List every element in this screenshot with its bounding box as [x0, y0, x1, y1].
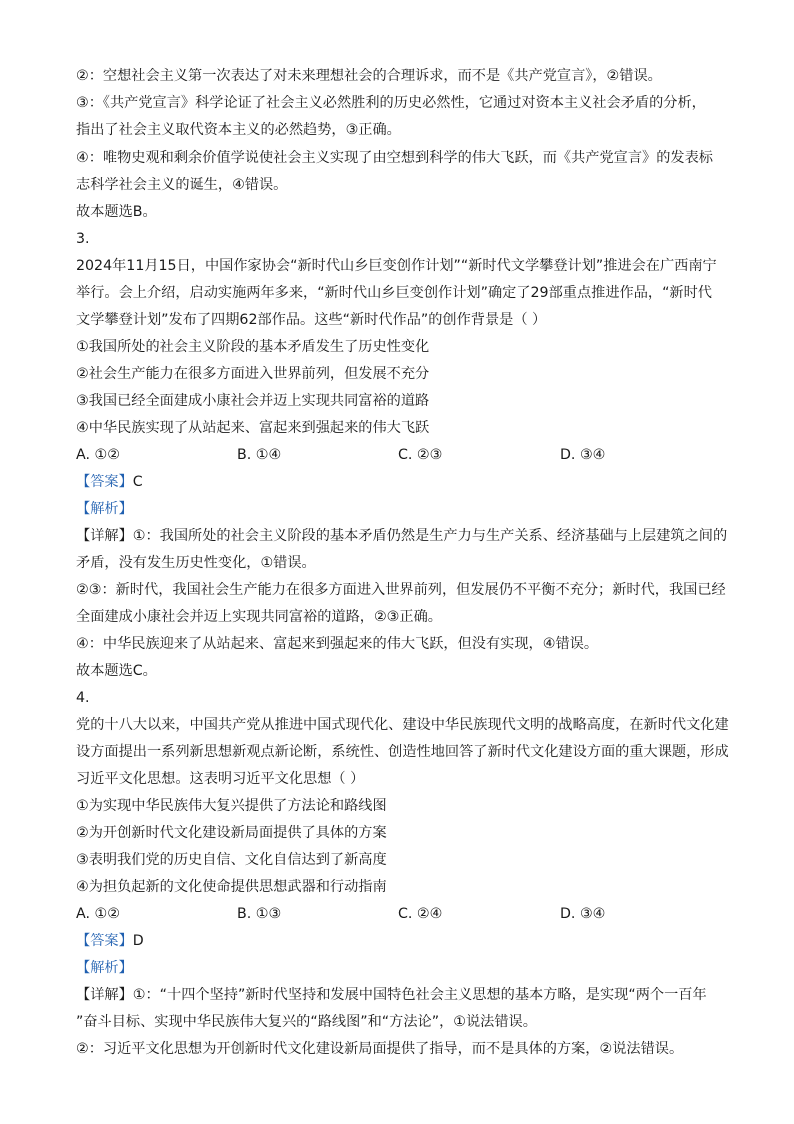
q3-option-d: D. ③④	[560, 447, 606, 463]
q3-option-a: A. ①②	[76, 447, 120, 463]
q3-stem-line-2: 举行。会上介绍，启动实施两年多来，“新时代山乡巨变创作计划”确定了29部重点推进作品，“新时代	[76, 285, 712, 301]
q3-detail-line-2: 矛盾，没有发生历史性变化，①错误。	[76, 555, 316, 571]
q3-option-b: B. ①④	[237, 447, 282, 463]
q4-analysis-label: 【解析】	[76, 960, 133, 976]
q2-analysis-line-4: ④：唯物史观和剩余价值学说使社会主义实现了由空想到科学的伟大飞跃，而《共产党宣言》的发表标	[76, 150, 713, 166]
q4-option-d: D. ③④	[560, 906, 606, 922]
q3-detail-line-3: ②③：新时代，我国社会生产能力在很多方面进入世界前列，但发展仍不平衡不充分；新时代，我国已经	[76, 582, 726, 598]
q2-analysis-line-2: ②：空想社会主义第一次表达了对未来理想社会的合理诉求，而不是《共产党宣言》，②错误。	[76, 68, 662, 84]
q4-statement-3: ③表明我们党的历史自信、文化自信达到了新高度	[76, 852, 387, 868]
q3-statement-1: ①我国所处的社会主义阶段的基本矛盾发生了历史性变化	[76, 339, 430, 355]
q3-answer-label: 【答案】	[76, 474, 133, 490]
q3-detail-line-4: 全面建成小康社会并迈上实现共同富裕的道路，②③正确。	[76, 609, 442, 625]
q4-statement-2: ②为开创新时代文化建设新局面提供了具体的方案	[76, 825, 387, 841]
q3-analysis-label: 【解析】	[76, 501, 133, 517]
q4-option-a: A. ①②	[76, 906, 120, 922]
q3-number: 3.	[76, 231, 90, 247]
q4-number: 4.	[76, 690, 90, 706]
q3-option-c: C. ②③	[398, 447, 443, 463]
q3-answer-value: C	[132, 474, 143, 490]
q4-stem-line-3: 习近平文化思想。这表明习近平文化思想（ ）	[76, 771, 365, 787]
q4-detail-line-2: ”奋斗目标、实现中华民族伟大复兴的“路线图”和“方法论”，①说法错误。	[76, 1014, 537, 1030]
q3-stem-line-3: 文学攀登计划”发布了四期62部作品。这些“新时代作品”的创作背景是（ ）	[76, 312, 547, 328]
q4-detail-line-1: 【详解】①：“十四个坚持”新时代坚持和发展中国特色社会主义思想的基本方略，是实现“两个一百年	[76, 987, 707, 1003]
q3-statement-2: ②社会生产能力在很多方面进入世界前列，但发展不充分	[76, 366, 430, 382]
q4-option-b: B. ①③	[237, 906, 282, 922]
q3-answer-row	[76, 472, 143, 492]
q2-analysis-line-3: ③：《共产党宣言》科学论证了社会主义必然胜利的历史必然性，它通过对资本主义社会矛盾的分析，	[76, 95, 706, 111]
q3-statement-3: ③我国已经全面建成小康社会并迈上实现共同富裕的道路	[76, 393, 430, 409]
q4-stem-line-1: 党的十八大以来，中国共产党从推进中国式现代化、建设中华民族现代文明的战略高度，在新时代文化建	[76, 717, 729, 733]
q4-option-c: C. ②④	[398, 906, 443, 922]
q2-conclusion: 故本题选B。	[76, 204, 157, 220]
q3-stem-line-1: 2024年11月15日，中国作家协会“新时代山乡巨变创作计划”“新时代文学攀登计划”推进会在广西南宁	[76, 258, 717, 274]
q3-detail-line-1: 【详解】①：我国所处的社会主义阶段的基本矛盾仍然是生产力与生产关系、经济基础与上层建筑之间的	[76, 528, 728, 544]
q3-conclusion: 故本题选C。	[76, 663, 157, 679]
q4-statement-4: ④为担负起新的文化使命提供思想武器和行动指南	[76, 879, 387, 895]
q4-stem-line-2: 设方面提出一系列新思想新观点新论断，系统性、创造性地回答了新时代文化建设方面的重大课题，形成	[76, 744, 729, 760]
q4-statement-1: ①为实现中华民族伟大复兴提供了方法论和路线图	[76, 798, 387, 814]
q4-answer-label: 【答案】	[76, 933, 133, 949]
q4-answer-row	[76, 931, 144, 951]
q4-detail-line-3: ②：习近平文化思想为开创新时代文化建设新局面提供了指导，而不是具体的方案，②说法错误。	[76, 1041, 684, 1057]
q4-answer-value: D	[132, 933, 144, 949]
q3-detail-line-5: ④：中华民族迎来了从站起来、富起来到强起来的伟大飞跃，但没有实现，④错误。	[76, 636, 599, 652]
q3-statement-4: ④中华民族实现了从站起来、富起来到强起来的伟大飞跃	[76, 420, 430, 436]
q2-analysis-line-3-cont: 指出了社会主义取代资本主义的必然趋势，③正确。	[76, 122, 401, 138]
q2-analysis-line-4-cont: 志科学社会主义的诞生，④错误。	[76, 177, 288, 193]
